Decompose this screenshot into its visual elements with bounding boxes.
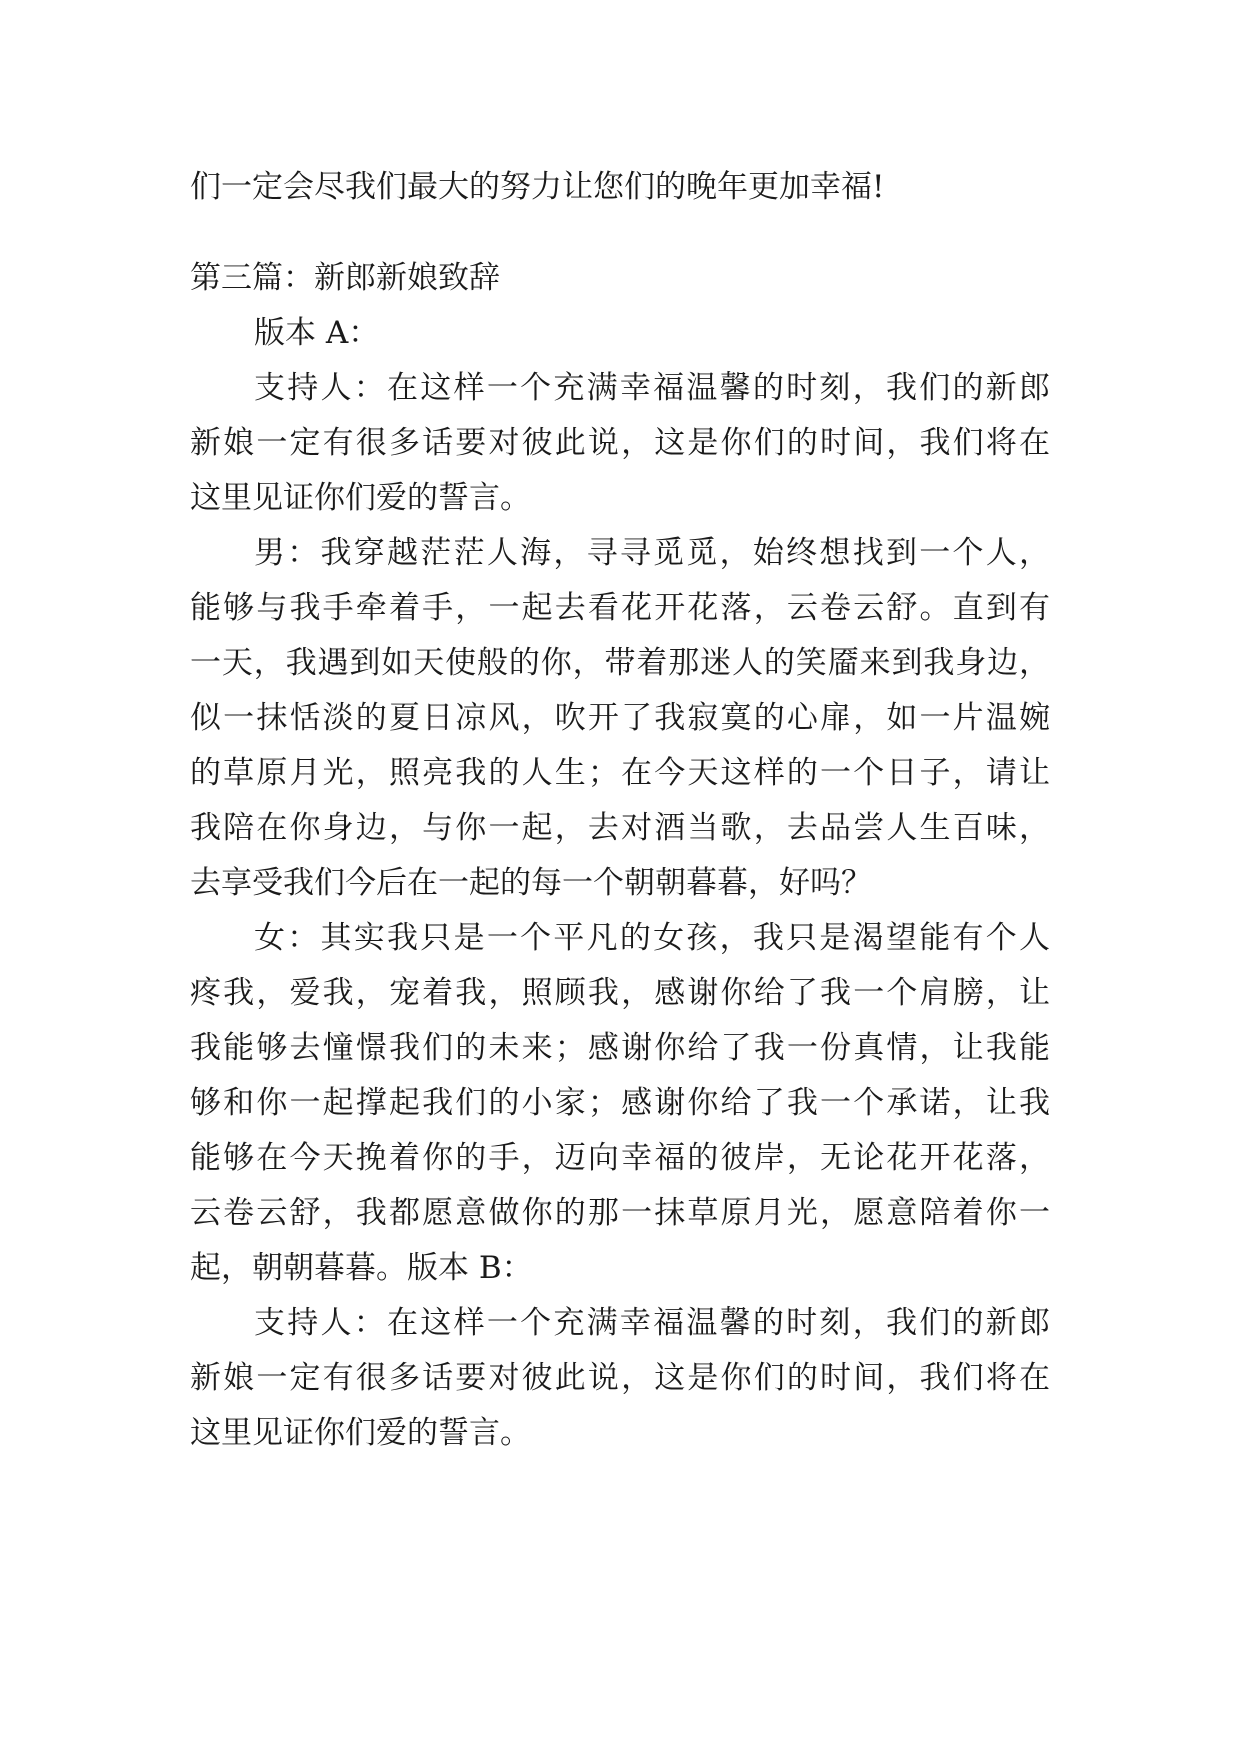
text-line: 新娘一定有很多话要对彼此说，这是你们的时间，我们将在 <box>190 425 1050 461</box>
text-line: 的草原月光，照亮我的人生；在今天这样的一个日子，请让 <box>190 755 1050 791</box>
text-line: 疼我，爱我，宠着我，照顾我，感谢你给了我一个肩膀，让 <box>190 975 1050 1011</box>
text-line: 能够在今天挽着你的手，迈向幸福的彼岸，无论花开花落， <box>190 1140 1050 1176</box>
text-line: 这里见证你们爱的誓言。 <box>190 1415 531 1451</box>
text-line: 似一抹恬淡的夏日凉风，吹开了我寂寞的心扉，如一片温婉 <box>190 700 1050 736</box>
text-line: 我能够去憧憬我们的未来；感谢你给了我一份真情，让我能 <box>190 1030 1050 1066</box>
text-line: 这里见证你们爱的誓言。 <box>190 480 531 516</box>
text-line: 云卷云舒，我都愿意做你的那一抹草原月光，愿意陪着你一 <box>190 1195 1050 1231</box>
section-heading: 第三篇：新郎新娘致辞 <box>190 260 500 296</box>
text-line: 一天，我遇到如天使般的你，带着那迷人的笑靥来到我身边， <box>190 645 1050 681</box>
text-line: 起，朝朝暮暮。版本 B： <box>190 1250 533 1286</box>
text-line: 们一定会尽我们最大的努力让您们的晚年更加幸福! <box>190 169 885 205</box>
text-line: 女：其实我只是一个平凡的女孩，我只是渴望能有个人 <box>254 920 1050 956</box>
text-line: 支持人：在这样一个充满幸福温馨的时刻，我们的新郎 <box>254 1305 1050 1341</box>
text-line: 够和你一起撑起我们的小家；感谢你给了我一个承诺，让我 <box>190 1085 1050 1121</box>
text-line: 我陪在你身边，与你一起，去对酒当歌，去品尝人生百味， <box>190 810 1050 846</box>
text-line: 支持人：在这样一个充满幸福温馨的时刻，我们的新郎 <box>254 370 1050 406</box>
text-line: 能够与我手牵着手，一起去看花开花落，云卷云舒。直到有 <box>190 590 1050 626</box>
text-line: 男：我穿越茫茫人海，寻寻觅觅，始终想找到一个人， <box>254 535 1050 571</box>
text-line: 新娘一定有很多话要对彼此说，这是你们的时间，我们将在 <box>190 1360 1050 1396</box>
text-line: 版本 A： <box>254 315 380 351</box>
text-line: 去享受我们今后在一起的每一个朝朝暮暮，好吗？ <box>190 865 872 901</box>
